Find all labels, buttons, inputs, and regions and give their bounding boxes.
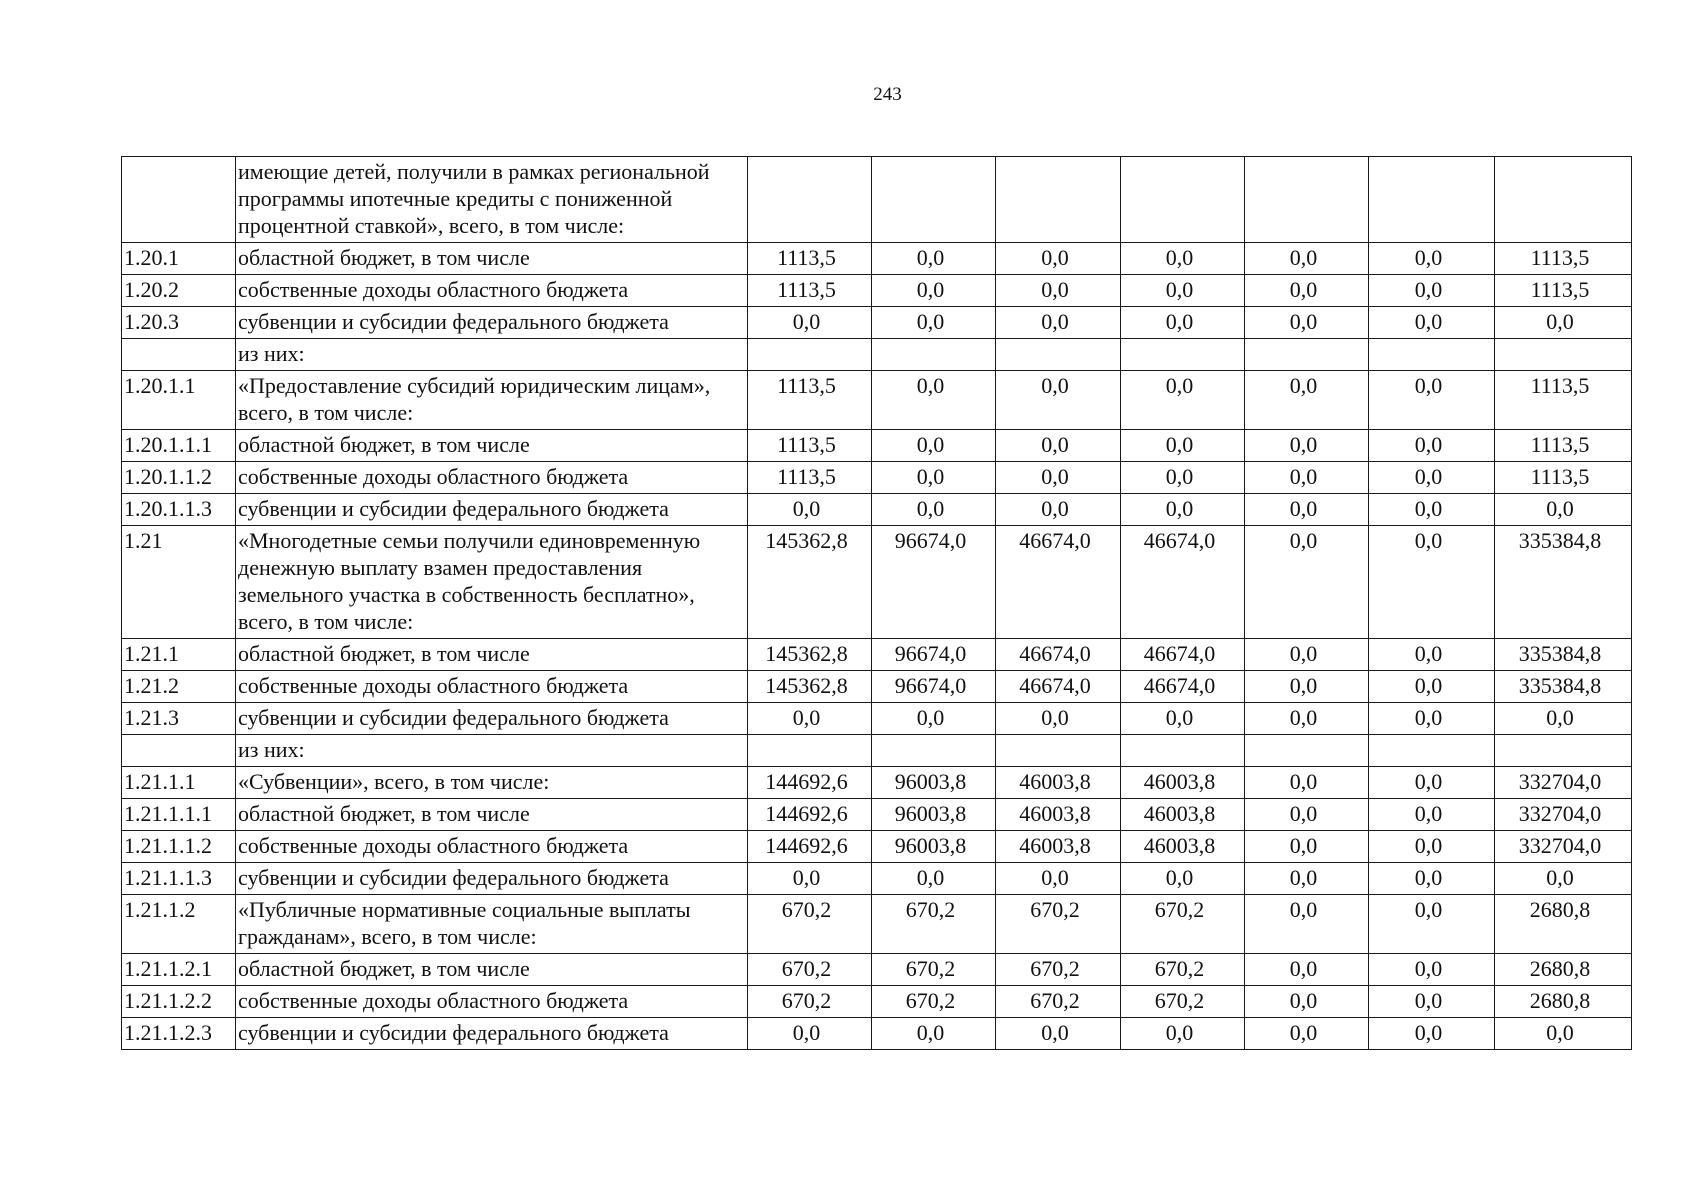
row-name-cell: из них:	[236, 735, 748, 767]
value-col-3-cell: 0,0	[996, 275, 1121, 307]
table-body	[122, 157, 1632, 1050]
value-col-total-cell: 1113,5	[1495, 243, 1632, 275]
row-name-cell: областной бюджет, в том числе	[236, 430, 748, 462]
value-col-1-cell: 144692,6	[748, 799, 872, 831]
value-col-1-cell: 0,0	[748, 863, 872, 895]
value-col-1-cell: 144692,6	[748, 831, 872, 863]
value-col-2-cell: 670,2	[872, 895, 996, 954]
table-row	[122, 371, 1632, 430]
value-col-5-cell	[1245, 735, 1369, 767]
value-col-1-cell: 1113,5	[748, 462, 872, 494]
value-col-total-cell: 1113,5	[1495, 462, 1632, 494]
value-col-3-cell: 0,0	[996, 494, 1121, 526]
value-col-3-cell: 46003,8	[996, 767, 1121, 799]
value-col-4-cell: 0,0	[1121, 1018, 1245, 1050]
value-col-1-cell: 670,2	[748, 895, 872, 954]
row-name-cell: из них:	[236, 339, 748, 371]
value-col-5-cell: 0,0	[1245, 703, 1369, 735]
value-col-6-cell	[1369, 735, 1495, 767]
value-col-2-cell: 96003,8	[872, 767, 996, 799]
value-col-6-cell	[1369, 157, 1495, 243]
table-row	[122, 671, 1632, 703]
value-col-total-cell: 0,0	[1495, 307, 1632, 339]
value-col-5-cell: 0,0	[1245, 243, 1369, 275]
value-col-3-cell: 46674,0	[996, 639, 1121, 671]
value-col-2-cell: 0,0	[872, 863, 996, 895]
row-name-cell: субвенции и субсидии федерального бюджета	[236, 863, 748, 895]
value-col-5-cell: 0,0	[1245, 275, 1369, 307]
value-col-6-cell: 0,0	[1369, 986, 1495, 1018]
value-col-total-cell	[1495, 339, 1632, 371]
value-col-1-cell: 145362,8	[748, 671, 872, 703]
value-col-2-cell: 0,0	[872, 371, 996, 430]
table-row	[122, 275, 1632, 307]
value-col-3-cell: 46003,8	[996, 799, 1121, 831]
table-row	[122, 526, 1632, 639]
value-col-2-cell: 0,0	[872, 243, 996, 275]
row-code-cell: 1.21.3	[122, 703, 236, 735]
value-col-2-cell: 96674,0	[872, 526, 996, 639]
value-col-5-cell	[1245, 339, 1369, 371]
value-col-1-cell: 144692,6	[748, 767, 872, 799]
row-code-cell: 1.20.1.1.1	[122, 430, 236, 462]
table-row	[122, 895, 1632, 954]
value-col-6-cell: 0,0	[1369, 462, 1495, 494]
row-name-cell: областной бюджет, в том числе	[236, 954, 748, 986]
value-col-4-cell: 670,2	[1121, 895, 1245, 954]
row-name-cell: областной бюджет, в том числе	[236, 799, 748, 831]
value-col-3-cell	[996, 339, 1121, 371]
value-col-4-cell	[1121, 735, 1245, 767]
value-col-2-cell: 0,0	[872, 1018, 996, 1050]
value-col-4-cell: 0,0	[1121, 371, 1245, 430]
value-col-5-cell: 0,0	[1245, 430, 1369, 462]
value-col-1-cell: 0,0	[748, 494, 872, 526]
value-col-1-cell: 145362,8	[748, 526, 872, 639]
value-col-1-cell: 0,0	[748, 307, 872, 339]
row-code-cell	[122, 735, 236, 767]
value-col-1-cell: 1113,5	[748, 275, 872, 307]
value-col-1-cell: 0,0	[748, 703, 872, 735]
value-col-2-cell: 0,0	[872, 462, 996, 494]
table-row	[122, 863, 1632, 895]
table-row	[122, 799, 1632, 831]
page-number: 243	[873, 84, 902, 105]
row-code-cell: 1.21.1.2.1	[122, 954, 236, 986]
row-code-cell: 1.21.1.1.3	[122, 863, 236, 895]
row-code-cell: 1.21.1.1.2	[122, 831, 236, 863]
row-name-cell: собственные доходы областного бюджета	[236, 671, 748, 703]
value-col-6-cell: 0,0	[1369, 1018, 1495, 1050]
value-col-4-cell: 46674,0	[1121, 639, 1245, 671]
value-col-5-cell: 0,0	[1245, 1018, 1369, 1050]
value-col-total-cell: 332704,0	[1495, 767, 1632, 799]
value-col-total-cell: 1113,5	[1495, 430, 1632, 462]
value-col-6-cell: 0,0	[1369, 243, 1495, 275]
value-col-total-cell: 332704,0	[1495, 799, 1632, 831]
value-col-4-cell: 0,0	[1121, 863, 1245, 895]
value-col-5-cell	[1245, 157, 1369, 243]
row-code-cell: 1.21.1.1.1	[122, 799, 236, 831]
row-code-cell	[122, 339, 236, 371]
value-col-total-cell: 335384,8	[1495, 526, 1632, 639]
value-col-6-cell: 0,0	[1369, 430, 1495, 462]
value-col-3-cell: 670,2	[996, 954, 1121, 986]
value-col-4-cell	[1121, 157, 1245, 243]
value-col-5-cell: 0,0	[1245, 799, 1369, 831]
row-code-cell: 1.20.3	[122, 307, 236, 339]
value-col-6-cell: 0,0	[1369, 954, 1495, 986]
value-col-5-cell: 0,0	[1245, 462, 1369, 494]
value-col-4-cell: 46003,8	[1121, 767, 1245, 799]
row-name-cell: субвенции и субсидии федерального бюджета	[236, 307, 748, 339]
row-code-cell: 1.20.2	[122, 275, 236, 307]
value-col-1-cell: 145362,8	[748, 639, 872, 671]
row-name-cell: субвенции и субсидии федерального бюджета	[236, 1018, 748, 1050]
value-col-2-cell: 96674,0	[872, 639, 996, 671]
value-col-total-cell: 0,0	[1495, 863, 1632, 895]
value-col-3-cell: 0,0	[996, 371, 1121, 430]
value-col-5-cell: 0,0	[1245, 863, 1369, 895]
row-name-cell: «Предоставление субсидий юридическим лицам», всего, в том числе:	[236, 371, 748, 430]
value-col-5-cell: 0,0	[1245, 371, 1369, 430]
value-col-total-cell: 0,0	[1495, 494, 1632, 526]
value-col-4-cell: 46674,0	[1121, 526, 1245, 639]
value-col-4-cell: 46674,0	[1121, 671, 1245, 703]
value-col-4-cell: 0,0	[1121, 307, 1245, 339]
row-code-cell: 1.21.1	[122, 639, 236, 671]
row-name-cell: собственные доходы областного бюджета	[236, 831, 748, 863]
value-col-total-cell: 1113,5	[1495, 371, 1632, 430]
row-name-cell: «Субвенции», всего, в том числе:	[236, 767, 748, 799]
value-col-total-cell: 2680,8	[1495, 895, 1632, 954]
value-col-2-cell: 0,0	[872, 275, 996, 307]
value-col-1-cell	[748, 157, 872, 243]
row-name-cell: областной бюджет, в том числе	[236, 639, 748, 671]
table-row	[122, 767, 1632, 799]
value-col-6-cell: 0,0	[1369, 703, 1495, 735]
value-col-total-cell: 2680,8	[1495, 954, 1632, 986]
value-col-3-cell: 0,0	[996, 1018, 1121, 1050]
value-col-4-cell: 46003,8	[1121, 799, 1245, 831]
value-col-1-cell: 670,2	[748, 986, 872, 1018]
row-name-cell: «Публичные нормативные социальные выплаты гражданам», всего, в том числе:	[236, 895, 748, 954]
row-name-cell: «Многодетные семьи получили единовременную денежную выплату взамен предоставления земельного участка в собственность бесплатно», всего, в том числе:	[236, 526, 748, 639]
value-col-5-cell: 0,0	[1245, 831, 1369, 863]
row-code-cell: 1.20.1.1.2	[122, 462, 236, 494]
value-col-1-cell	[748, 339, 872, 371]
table-row	[122, 639, 1632, 671]
value-col-6-cell: 0,0	[1369, 526, 1495, 639]
row-code-cell	[122, 157, 236, 243]
value-col-3-cell: 0,0	[996, 863, 1121, 895]
value-col-4-cell: 0,0	[1121, 275, 1245, 307]
value-col-3-cell	[996, 157, 1121, 243]
table-row	[122, 430, 1632, 462]
value-col-5-cell: 0,0	[1245, 639, 1369, 671]
row-code-cell: 1.21	[122, 526, 236, 639]
row-name-cell: собственные доходы областного бюджета	[236, 462, 748, 494]
value-col-6-cell: 0,0	[1369, 863, 1495, 895]
value-col-6-cell: 0,0	[1369, 307, 1495, 339]
row-name-cell: имеющие детей, получили в рамках региональной программы ипотечные кредиты с пониженной процентной ставкой», всего, в том числе:	[236, 157, 748, 243]
value-col-total-cell	[1495, 735, 1632, 767]
value-col-3-cell: 46674,0	[996, 671, 1121, 703]
value-col-2-cell: 0,0	[872, 494, 996, 526]
value-col-6-cell: 0,0	[1369, 371, 1495, 430]
value-col-6-cell: 0,0	[1369, 275, 1495, 307]
value-col-2-cell: 0,0	[872, 307, 996, 339]
row-code-cell: 1.21.1.1	[122, 767, 236, 799]
value-col-4-cell: 0,0	[1121, 430, 1245, 462]
row-code-cell: 1.21.2	[122, 671, 236, 703]
row-code-cell: 1.20.1.1	[122, 371, 236, 430]
value-col-1-cell: 1113,5	[748, 371, 872, 430]
value-col-4-cell: 0,0	[1121, 703, 1245, 735]
value-col-4-cell: 46003,8	[1121, 831, 1245, 863]
row-name-cell: собственные доходы областного бюджета	[236, 275, 748, 307]
value-col-2-cell	[872, 339, 996, 371]
table-row	[122, 735, 1632, 767]
value-col-1-cell: 1113,5	[748, 243, 872, 275]
value-col-total-cell: 335384,8	[1495, 639, 1632, 671]
value-col-5-cell: 0,0	[1245, 526, 1369, 639]
value-col-6-cell: 0,0	[1369, 671, 1495, 703]
value-col-2-cell: 0,0	[872, 430, 996, 462]
value-col-1-cell	[748, 735, 872, 767]
value-col-5-cell: 0,0	[1245, 671, 1369, 703]
value-col-total-cell: 0,0	[1495, 1018, 1632, 1050]
value-col-6-cell: 0,0	[1369, 831, 1495, 863]
table-row	[122, 986, 1632, 1018]
value-col-3-cell: 0,0	[996, 307, 1121, 339]
value-col-5-cell: 0,0	[1245, 307, 1369, 339]
value-col-1-cell: 0,0	[748, 1018, 872, 1050]
table-row	[122, 703, 1632, 735]
value-col-6-cell	[1369, 339, 1495, 371]
value-col-5-cell: 0,0	[1245, 494, 1369, 526]
value-col-5-cell: 0,0	[1245, 895, 1369, 954]
value-col-4-cell: 670,2	[1121, 954, 1245, 986]
row-code-cell: 1.21.1.2	[122, 895, 236, 954]
value-col-total-cell: 1113,5	[1495, 275, 1632, 307]
value-col-3-cell: 0,0	[996, 462, 1121, 494]
value-col-4-cell	[1121, 339, 1245, 371]
table-row	[122, 494, 1632, 526]
value-col-6-cell: 0,0	[1369, 799, 1495, 831]
row-name-cell: субвенции и субсидии федерального бюджета	[236, 703, 748, 735]
row-code-cell: 1.21.1.2.3	[122, 1018, 236, 1050]
table-row	[122, 157, 1632, 243]
value-col-total-cell: 335384,8	[1495, 671, 1632, 703]
value-col-3-cell: 670,2	[996, 986, 1121, 1018]
value-col-3-cell	[996, 735, 1121, 767]
value-col-1-cell: 1113,5	[748, 430, 872, 462]
table-row	[122, 954, 1632, 986]
value-col-3-cell: 0,0	[996, 703, 1121, 735]
value-col-total-cell: 332704,0	[1495, 831, 1632, 863]
value-col-2-cell: 96003,8	[872, 831, 996, 863]
table-row	[122, 339, 1632, 371]
table-row	[122, 1018, 1632, 1050]
value-col-total-cell	[1495, 157, 1632, 243]
budget-table	[121, 156, 1632, 1050]
value-col-3-cell: 46674,0	[996, 526, 1121, 639]
value-col-6-cell: 0,0	[1369, 767, 1495, 799]
value-col-5-cell: 0,0	[1245, 954, 1369, 986]
value-col-total-cell: 2680,8	[1495, 986, 1632, 1018]
value-col-3-cell: 670,2	[996, 895, 1121, 954]
row-name-cell: субвенции и субсидии федерального бюджета	[236, 494, 748, 526]
value-col-3-cell: 0,0	[996, 243, 1121, 275]
value-col-total-cell: 0,0	[1495, 703, 1632, 735]
value-col-3-cell: 0,0	[996, 430, 1121, 462]
value-col-2-cell	[872, 735, 996, 767]
value-col-2-cell: 0,0	[872, 703, 996, 735]
row-code-cell: 1.20.1.1.3	[122, 494, 236, 526]
value-col-5-cell: 0,0	[1245, 767, 1369, 799]
value-col-6-cell: 0,0	[1369, 895, 1495, 954]
value-col-3-cell: 46003,8	[996, 831, 1121, 863]
table-row	[122, 831, 1632, 863]
table-row	[122, 243, 1632, 275]
value-col-2-cell: 96674,0	[872, 671, 996, 703]
value-col-2-cell: 96003,8	[872, 799, 996, 831]
value-col-5-cell: 0,0	[1245, 986, 1369, 1018]
value-col-1-cell: 670,2	[748, 954, 872, 986]
table-row	[122, 307, 1632, 339]
row-code-cell: 1.21.1.2.2	[122, 986, 236, 1018]
value-col-2-cell: 670,2	[872, 954, 996, 986]
value-col-2-cell	[872, 157, 996, 243]
value-col-4-cell: 0,0	[1121, 243, 1245, 275]
table-row	[122, 462, 1632, 494]
value-col-4-cell: 0,0	[1121, 462, 1245, 494]
row-name-cell: собственные доходы областного бюджета	[236, 986, 748, 1018]
value-col-4-cell: 0,0	[1121, 494, 1245, 526]
row-name-cell: областной бюджет, в том числе	[236, 243, 748, 275]
value-col-6-cell: 0,0	[1369, 494, 1495, 526]
value-col-2-cell: 670,2	[872, 986, 996, 1018]
value-col-4-cell: 670,2	[1121, 986, 1245, 1018]
row-code-cell: 1.20.1	[122, 243, 236, 275]
value-col-6-cell: 0,0	[1369, 639, 1495, 671]
